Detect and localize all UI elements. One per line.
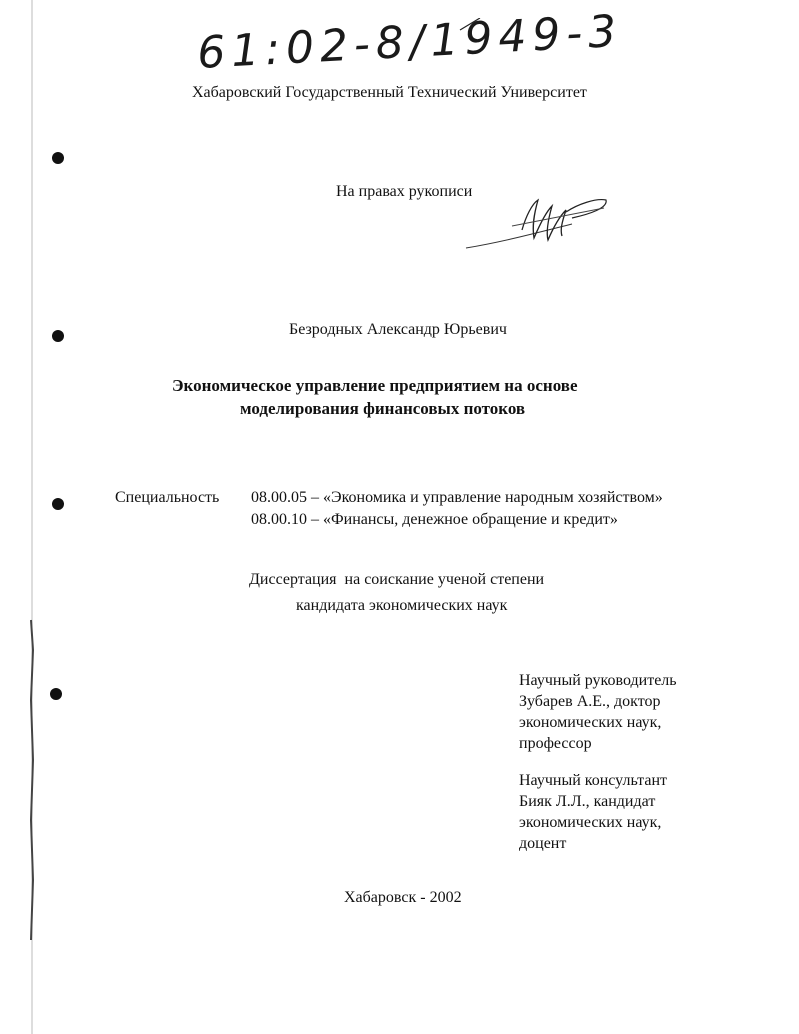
consultant-degree: экономических наук,	[519, 814, 662, 831]
supervisor-block	[519, 670, 677, 754]
supervisor-title: профессор	[519, 735, 592, 752]
specialty-label: Специальность	[115, 489, 220, 506]
consultant-title: доцент	[519, 835, 567, 852]
place-and-year: Хабаровск - 2002	[344, 889, 462, 906]
scan-edge-artifact	[30, 0, 34, 1034]
supervisor-degree: экономических наук,	[519, 714, 662, 731]
punch-hole	[52, 498, 64, 510]
archive-code-handwritten: 61:02-8/1949-3	[196, 5, 624, 79]
supervisor-role: Научный руководитель	[519, 672, 677, 689]
dissertation-degree-line-1: Диссертация на соискание ученой степени	[249, 571, 545, 588]
punch-hole	[52, 330, 64, 342]
dissertation-title-line-1: Экономическое управление предприятием на основе	[172, 376, 578, 395]
university-name: Хабаровский Государственный Технический Университет	[192, 84, 587, 101]
dissertation-title-line-2: моделирования финансовых потоков	[240, 399, 526, 418]
punch-hole	[52, 152, 64, 164]
consultant-block	[519, 770, 667, 854]
consultant-role: Научный консультант	[519, 772, 667, 789]
author-name: Безродных Александр Юрьевич	[289, 321, 507, 338]
punch-hole	[50, 688, 62, 700]
archive-code-strokes	[180, 18, 640, 88]
consultant-name: Бияк Л.Л., кандидат	[519, 793, 656, 810]
specialty-line-1: 08.00.05 – «Экономика и управление народным хозяйством»	[251, 489, 663, 506]
supervisor-name: Зубарев А.Е., доктор	[519, 693, 661, 710]
signature-scribble	[462, 190, 612, 260]
manuscript-note: На правах рукописи	[336, 183, 473, 200]
dissertation-degree-line-2: кандидата экономических наук	[296, 597, 508, 614]
specialty-line-2: 08.00.10 – «Финансы, денежное обращение и кредит»	[251, 511, 618, 528]
